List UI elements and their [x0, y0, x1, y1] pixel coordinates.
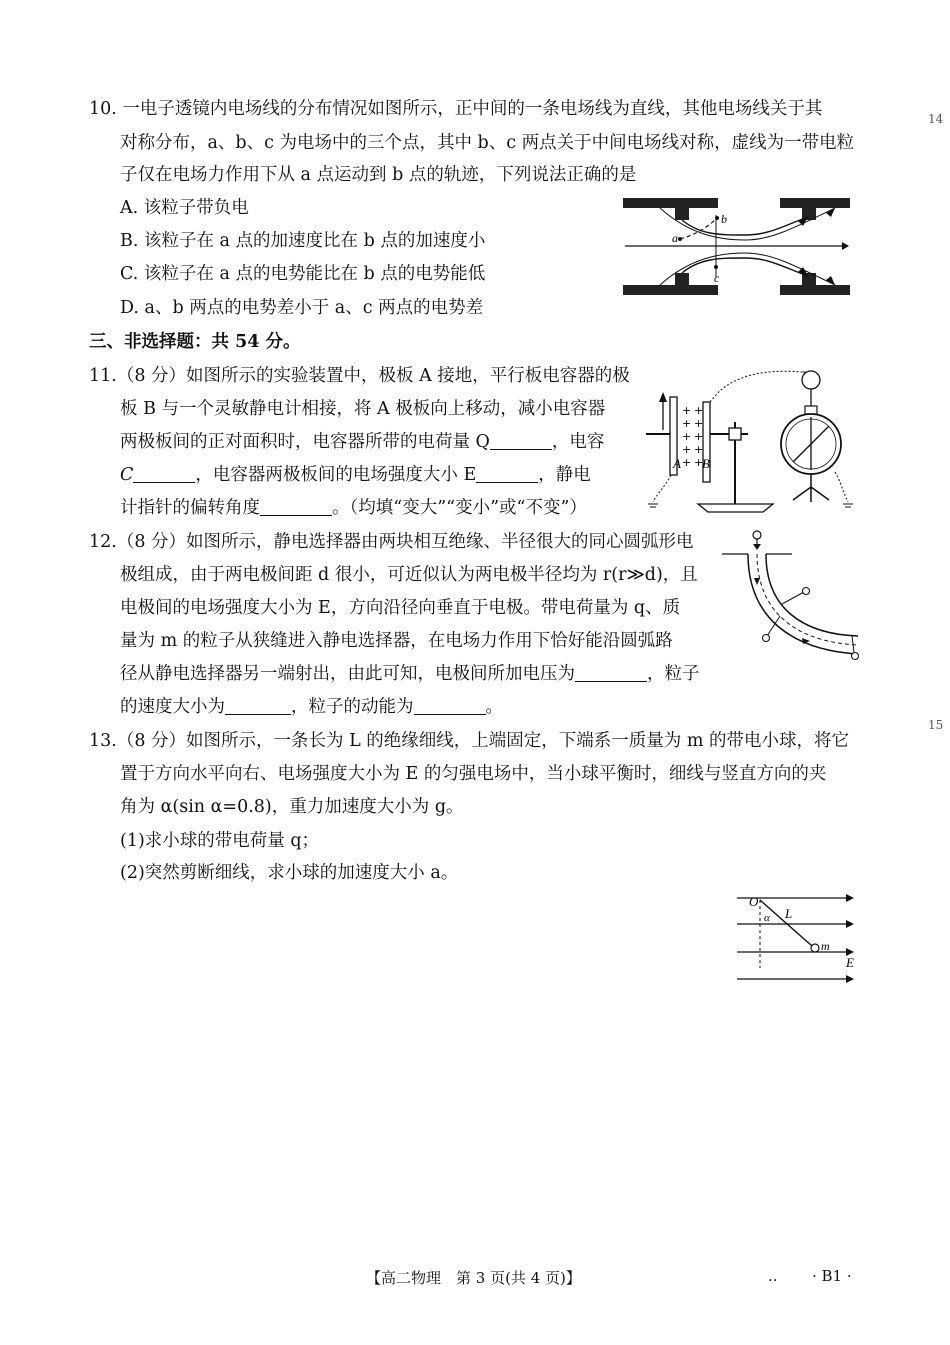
- q10-stem-line2: 对称分布，a、b、c 为电场中的三个点，其中 b、c 两点关于中间电场线对称，虚线为一带电粒: [120, 133, 855, 153]
- q11-line4-c: C: [120, 465, 134, 485]
- q11-line2: 板 B 与一个灵敏静电计相接，将 A 极板向上移动，减小电容器: [120, 399, 606, 419]
- svg-text:+: +: [682, 430, 692, 443]
- edge-mark-top: 14: [928, 112, 944, 126]
- q13-label-o: O: [749, 894, 759, 909]
- q12-line3: 电极间的电场强度大小为 E，方向沿径向垂直于电极。带电荷量为 q、质: [120, 598, 681, 618]
- q12-line5: [120, 662, 700, 686]
- section-3-title: 三、非选择题：共 54 分。: [89, 332, 301, 352]
- q11-label-b: B: [702, 456, 710, 471]
- q12-line6-tail: 。: [485, 697, 503, 717]
- q13-pendulum-in-field-figure: [734, 890, 860, 986]
- q12-line2: 极组成，由于两电极间距 d 很小，可近似认为两电极半径均为 r(r≫d)，且: [120, 565, 698, 585]
- svg-text:+: +: [682, 456, 692, 469]
- q13-line3: 角为 α(sin α=0.8)，重力加速度大小为 g。: [120, 797, 464, 817]
- q11-answer-blank-e[interactable]: [476, 464, 538, 483]
- svg-text:+: +: [682, 404, 692, 417]
- q13-line1: 13.（8 分）如图所示，一条长为 L 的绝缘细线，上端固定，下端系一质量为 m 的带电小球，将它: [89, 731, 849, 751]
- q11-line4-text: ，电容器两极板间的电场强度大小 E: [195, 465, 477, 485]
- q11-answer-blank-angle[interactable]: [260, 497, 332, 516]
- q10-option-c: C. 该粒子在 a 点的电势能比在 b 点的电势能低: [120, 264, 486, 284]
- q10-stem-line1: 10. 一电子透镜内电场线的分布情况如图所示，正中间的一条电场线为直线，其他电场线关于其: [89, 99, 823, 119]
- q12-line6: [120, 695, 503, 719]
- q11-line1: 11.（8 分）如图所示的实验装置中，极板 A 接地，平行板电容器的极: [89, 366, 630, 386]
- q10-label-c: c: [714, 271, 720, 285]
- q11-line5-text: 计指针的偏转角度: [120, 498, 260, 518]
- q13-label-l: L: [785, 906, 793, 921]
- q12-line4: 量为 m 的粒子从狭缝进入静电选择器，在电场力作用下恰好能沿圆弧路: [120, 631, 673, 651]
- q10-electron-lens-figure: [620, 195, 852, 299]
- q11-line4: [120, 463, 591, 487]
- q11-capacitor-electroscope-figure: [643, 362, 858, 520]
- svg-text:+: +: [694, 417, 704, 430]
- q11-line3-tail: ，电容: [551, 432, 605, 452]
- q12-line1: 12.（8 分）如图所示，静电选择器由两块相互绝缘、半径很大的同心圆弧形电: [89, 532, 694, 552]
- q12-answer-blank-speed[interactable]: [225, 696, 291, 715]
- q13-part2: (2)突然剪断细线，求小球的加速度大小 a。: [120, 863, 459, 883]
- footer-page-info: 【高二物理 第 3 页(共 4 页)】: [366, 1269, 581, 1287]
- footer-dots: ..: [768, 1267, 778, 1285]
- edge-mark-mid: 15: [928, 718, 944, 732]
- q12-answer-blank-voltage[interactable]: [575, 663, 647, 682]
- q13-label-alpha: α: [764, 912, 770, 924]
- q12-electrostatic-selector-figure: [722, 528, 860, 668]
- svg-text:+: +: [694, 430, 704, 443]
- svg-text:+: +: [682, 443, 692, 456]
- q11-line5: [120, 496, 587, 520]
- svg-text:+: +: [694, 456, 704, 469]
- q10-label-b: b: [721, 212, 727, 226]
- q11-answer-blank-q[interactable]: [490, 431, 552, 450]
- q11-line5-tail: 。（均填“变大”“变小”或“不变”）: [332, 498, 587, 518]
- q10-stem-line3: 子仅在电场力作用下从 a 点运动到 b 点的轨迹，下列说法正确的是: [120, 165, 637, 185]
- q13-label-m: m: [821, 939, 830, 953]
- q12-line6-text: 的速度大小为: [120, 697, 225, 717]
- q12-line6-mid: ，粒子的动能为: [291, 697, 414, 717]
- q13-label-e: E: [846, 955, 854, 970]
- q13-line2: 置于方向水平向右、电场强度大小为 E 的匀强电场中，当小球平衡时，细线与竖直方向的夹: [120, 764, 827, 784]
- svg-text:+: +: [682, 417, 692, 430]
- q11-label-a: A: [673, 456, 681, 471]
- q11-answer-blank-c[interactable]: [133, 464, 195, 483]
- q11-line3: [120, 430, 604, 454]
- svg-text:+: +: [694, 404, 704, 417]
- svg-text:+: +: [694, 443, 704, 456]
- q11-line3-text: 两极板间的正对面积时，电容器所带的电荷量 Q: [120, 432, 490, 452]
- q12-line5-tail: ，粒子: [647, 664, 700, 684]
- q10-option-d: D. a、b 两点的电势差小于 a、c 两点的电势差: [120, 298, 484, 318]
- q12-answer-blank-ke[interactable]: [414, 696, 486, 715]
- q13-part1: (1)求小球的带电荷量 q；: [120, 831, 320, 851]
- q10-label-a: a: [672, 231, 678, 245]
- q10-option-b: B. 该粒子在 a 点的加速度比在 b 点的加速度小: [120, 231, 486, 251]
- footer-paper-code: · B1 ·: [812, 1267, 852, 1285]
- q10-option-a: A. 该粒子带负电: [120, 198, 249, 218]
- q11-line4-tail: ，静电: [538, 465, 591, 485]
- q12-line5-text: 径从静电选择器另一端射出，由此可知，电极间所加电压为: [120, 664, 575, 684]
